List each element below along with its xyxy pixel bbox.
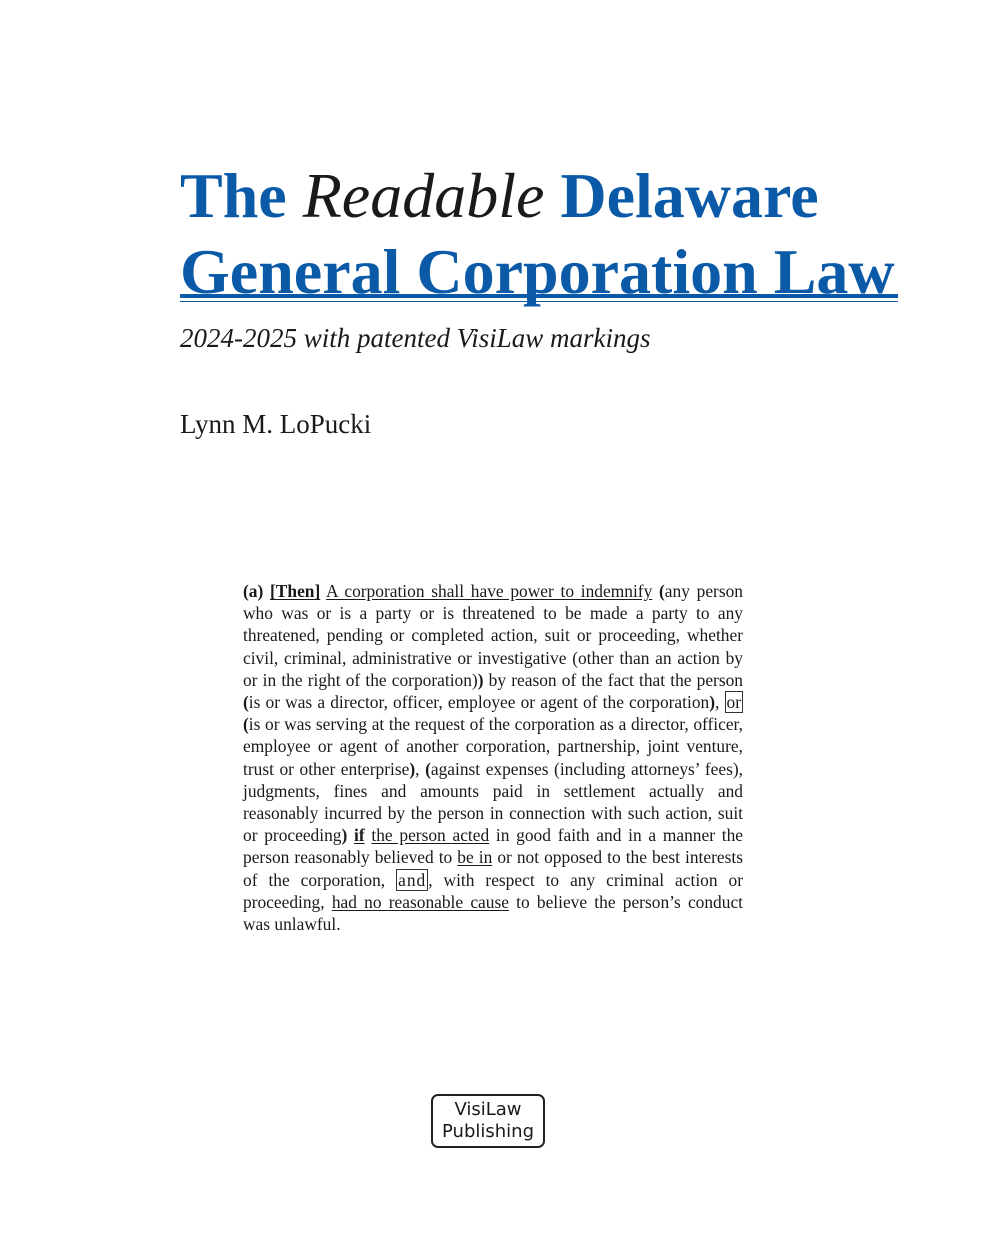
statute-excerpt bbox=[243, 580, 743, 935]
text-segment: , with respect to any criminal action or proceeding, bbox=[243, 869, 743, 912]
subject-clause: the person acted bbox=[371, 825, 490, 846]
close-paren: ) bbox=[341, 825, 348, 846]
title-line-1 bbox=[180, 158, 900, 234]
open-paren: ( bbox=[425, 758, 431, 779]
text-space bbox=[263, 581, 270, 601]
text-segment: to believe the person’s conduct was unlawful. bbox=[243, 891, 743, 935]
open-paren: ( bbox=[659, 581, 665, 601]
main-clause: A corporation shall have power to indemnify bbox=[326, 581, 653, 601]
close-paren: ) bbox=[709, 692, 716, 713]
condition-if: if bbox=[354, 825, 365, 846]
text-segment: against expenses (including attorneys’ fees), judgments, fines and amounts paid in settlement actually and reasonably incurred by the person in connection with such action, suit or proceeding bbox=[243, 758, 743, 846]
text-segment: by reason of the fact that the person bbox=[483, 669, 744, 690]
open-paren: ( bbox=[243, 714, 249, 735]
logo-line-2: Publishing bbox=[442, 1121, 534, 1142]
text-segment: or not opposed to the best interests of the corporation, bbox=[243, 847, 743, 890]
title-underline-thick bbox=[180, 294, 898, 298]
open-paren: ( bbox=[243, 692, 249, 713]
subtitle: 2024-2025 with patented VisiLaw markings bbox=[180, 323, 651, 353]
text-segment: is or was serving at the request of the corporation as a director, officer, employee or agent of another corporation, partnership, joint venture, trust or other enterprise bbox=[243, 714, 743, 779]
text-segment: , bbox=[715, 692, 725, 713]
title-underline-thin bbox=[180, 301, 898, 302]
text-segment: is or was a director, officer, employee or agent of the corporation bbox=[248, 692, 710, 713]
author-name: Lynn M. LoPucki bbox=[180, 409, 372, 439]
be-in-phrase: be in bbox=[457, 847, 493, 868]
text-segment: , bbox=[415, 758, 426, 779]
title-line-2: General Corporation Law bbox=[180, 236, 895, 307]
book-title bbox=[180, 158, 900, 310]
text-segment: any person who was or is a party or is threatened to be made a party to any threatened, pending or completed action, suit or proceeding, whether civil, criminal, administrative or investigative (other than an action by or in the right of the corporation) bbox=[243, 581, 743, 690]
conjunction-and: and bbox=[398, 869, 427, 890]
no-reasonable-cause: had no reasonable cause bbox=[331, 891, 509, 912]
close-paren: ) bbox=[409, 758, 416, 779]
close-paren: ) bbox=[477, 669, 484, 690]
title-delaware: Delaware bbox=[560, 160, 819, 231]
logo-line-1: VisiLaw bbox=[454, 1099, 522, 1120]
publisher-logo bbox=[431, 1094, 545, 1148]
subsection-marker: (a) bbox=[243, 581, 264, 601]
text-space bbox=[652, 581, 659, 601]
title-readable: Readable bbox=[302, 160, 545, 231]
then-marker: [Then] bbox=[270, 581, 321, 601]
text-segment: in good faith and in a manner the person reasonably believed to bbox=[243, 825, 743, 868]
conjunction-or: or bbox=[726, 692, 742, 713]
title-the: The bbox=[180, 160, 287, 231]
